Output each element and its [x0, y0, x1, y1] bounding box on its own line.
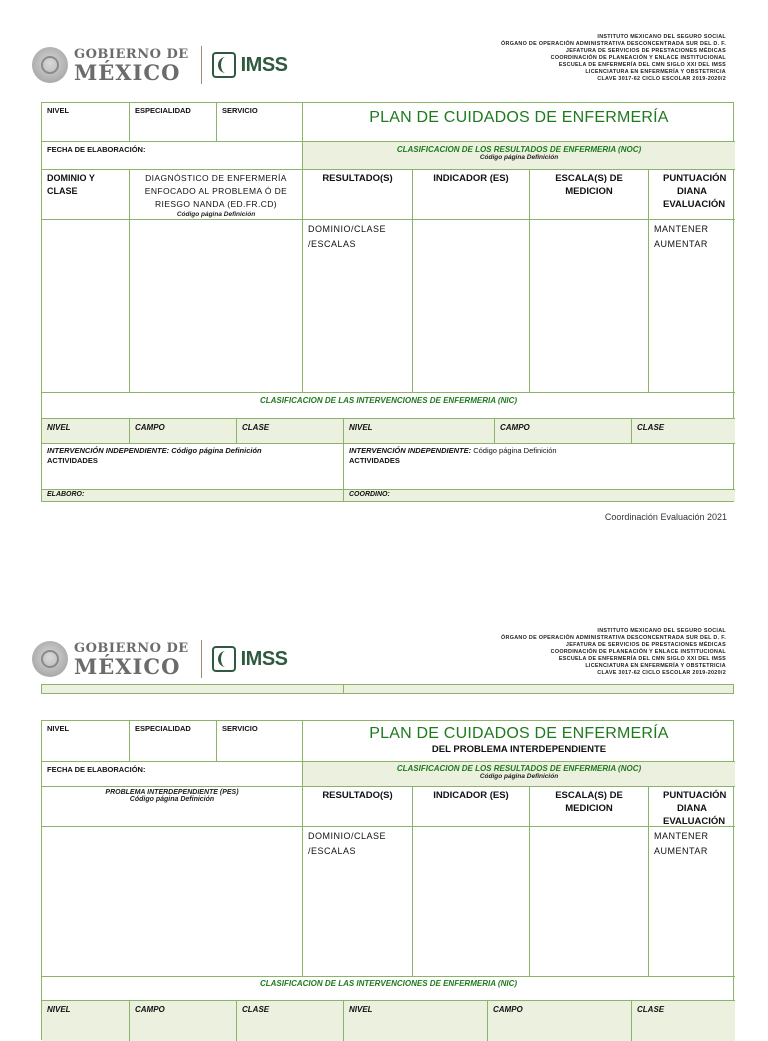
form-title: PLAN DE CUIDADOS DE ENFERMERÍA [302, 103, 735, 141]
puntuacion-header: PUNTUACIÓN DIANA EVALUACIÓN [648, 786, 735, 826]
coordino-field[interactable]: COORDINO: [343, 489, 735, 501]
gobierno-logo [74, 642, 189, 677]
header-strip [41, 684, 734, 694]
campo-a-label: CAMPO [129, 418, 236, 443]
institution-line: INSTITUTO MEXICANO DEL SEGURO SOCIAL [597, 628, 726, 634]
noc-header [302, 761, 735, 786]
campo-a-label: CAMPO [129, 1000, 236, 1041]
gobierno-logo [74, 48, 189, 83]
institution-line: ESCUELA DE ENFERMERÍA DEL CMN SIGLO XXI DEL IMSS [558, 62, 726, 68]
form-title-block [302, 721, 735, 761]
gobierno-line1: GOBIERNO DE [74, 640, 189, 656]
nivel-field[interactable]: NIVEL [47, 106, 70, 115]
noc-title: CLASIFICACION DE LOS RESULTADOS DE ENFERMERIA (NOC) [396, 764, 642, 773]
institution-line: CLAVE 3017-62 CICLO ESCOLAR 2019-2020/2 [597, 76, 726, 82]
elaboro-field[interactable]: ELABORO: [42, 489, 343, 501]
noc-title: CLASIFICACION DE LOS RESULTADOS DE ENFERMERIA (NOC) [396, 145, 642, 154]
institution-line: LICENCIATURA EN ENFERMERÍA Y OBSTETRICIA [585, 69, 726, 75]
institution-line: ÓRGANO DE OPERACIÓN ADMINISTRATIVA DESCONCENTRADA SUR DEL D. F. [501, 635, 726, 641]
intervencion-a-codigo: Código página Definición [171, 446, 262, 455]
clase-b-label: CLASE [631, 1000, 735, 1041]
dominio-clase-header [42, 169, 129, 219]
nivel-b-label: NIVEL [343, 418, 494, 443]
gobierno-line2: MÉXICO [74, 59, 181, 85]
diagnostico-codigo: Código página Definición [176, 211, 256, 218]
intervencion-a-label: INTERVENCIÓN INDEPENDIENTE: [47, 446, 170, 455]
fecha-elaboracion-field[interactable]: FECHA DE ELABORACIÓN: [42, 761, 302, 786]
dominio-clase-label: DOMINIO Y CLASE [47, 173, 95, 196]
indicador-header: INDICADOR (ES) [412, 169, 529, 219]
logo-divider [201, 46, 202, 84]
nivel-b-label: NIVEL [343, 1000, 487, 1041]
indicador-cell[interactable] [412, 219, 529, 392]
institution-line: CLAVE 3017-62 CICLO ESCOLAR 2019-2020/2 [597, 670, 726, 676]
institution-line: JEFATURA DE SERVICIOS DE PRESTACIONES MÉDICAS [565, 642, 726, 648]
resultado-header: RESULTADO(S) [302, 169, 412, 219]
puntuacion-cell[interactable] [648, 219, 735, 392]
problema-header [42, 786, 302, 826]
mexico-seal-icon [32, 47, 68, 83]
nivel-field[interactable]: NIVEL [47, 724, 70, 733]
institution-block [501, 34, 726, 83]
noc-codigo: Código página Definición [479, 154, 559, 161]
campo-b-label: CAMPO [487, 1000, 631, 1041]
actividades-b-label: ACTIVIDADES [349, 456, 400, 465]
care-plan-form-2 [41, 720, 734, 1040]
institution-line: INSTITUTO MEXICANO DEL SEGURO SOCIAL [597, 34, 726, 40]
gobierno-line1: GOBIERNO DE [74, 46, 189, 62]
institution-line: ÓRGANO DE OPERACIÓN ADMINISTRATIVA DESCONCENTRADA SUR DEL D. F. [501, 41, 726, 47]
puntuacion-header: PUNTUACIÓN DIANA EVALUACIÓN [648, 169, 735, 219]
form-title: PLAN DE CUIDADOS DE ENFERMERÍA [369, 725, 669, 742]
diagnostico-header [129, 169, 302, 219]
aumentar-text: AUMENTAR [654, 846, 708, 856]
clase-a-label: CLASE [236, 418, 343, 443]
intervencion-b-cell[interactable] [343, 443, 735, 489]
institution-line: COORDINACIÓN DE PLANEACIÓN Y ENLACE INSTITUCIONAL [550, 55, 726, 61]
nivel-a-label: NIVEL [42, 1000, 129, 1041]
intervencion-a-cell[interactable] [42, 443, 343, 489]
intervencion-b-label: INTERVENCIÓN INDEPENDIENTE: [349, 446, 472, 455]
header-strip-divider [343, 685, 344, 693]
problema-codigo: Código página Definición [129, 796, 215, 803]
escala-header: ESCALA(S) DE MEDICION [529, 169, 648, 219]
institution-line: LICENCIATURA EN ENFERMERÍA Y OBSTETRICIA [585, 663, 726, 669]
aumentar-text: AUMENTAR [654, 239, 708, 249]
indicador-header: INDICADOR (ES) [412, 786, 529, 826]
escalas-text: /ESCALAS [308, 239, 357, 249]
dominio-clase-text: DOMINIO/CLASE [308, 224, 387, 234]
dominio-clase-cell[interactable] [42, 219, 129, 392]
clase-b-label: CLASE [631, 418, 735, 443]
especialidad-field[interactable]: ESPECIALIDAD [129, 721, 216, 761]
nic-header: CLASIFICACION DE LAS INTERVENCIONES DE ENFERMERIA (NIC) [42, 976, 735, 1000]
mexico-seal-icon [32, 641, 68, 677]
escala-header: ESCALA(S) DE MEDICION [529, 786, 648, 826]
servicio-field[interactable]: SERVICIO [216, 103, 302, 141]
clase-a-label: CLASE [236, 1000, 343, 1041]
intervencion-b-codigo: Código página Definición [473, 446, 557, 455]
institution-line: JEFATURA DE SERVICIOS DE PRESTACIONES MÉDICAS [565, 48, 726, 54]
escala-cell[interactable] [529, 826, 648, 976]
problema-label: PROBLEMA INTERDEPENDIENTE (PES) [105, 789, 239, 796]
resultado-cell[interactable] [302, 826, 412, 976]
dominio-clase-text: DOMINIO/CLASE [308, 831, 387, 841]
campo-b-label: CAMPO [494, 418, 631, 443]
form-subtitle: DEL PROBLEMA INTERDEPENDIENTE [431, 744, 607, 755]
escala-cell[interactable] [529, 219, 648, 392]
servicio-field[interactable]: SERVICIO [216, 721, 302, 761]
noc-codigo: Código página Definición [479, 773, 559, 780]
puntuacion-cell[interactable] [648, 826, 735, 976]
imss-logo-text: IMSS [240, 647, 288, 670]
imss-logo-text: IMSS [240, 53, 288, 76]
diagnostico-cell[interactable] [129, 219, 302, 392]
diagnostico-label: DIAGNÓSTICO DE ENFERMERÍA ENFOCADO AL PROBLEMA Ó DE RIESGO NANDA (ED.FR.CD) [144, 173, 288, 209]
actividades-a-label: ACTIVIDADES [47, 456, 98, 465]
mantener-text: MANTENER [654, 831, 709, 841]
fecha-elaboracion-field[interactable]: FECHA DE ELABORACIÓN: [42, 141, 302, 169]
imss-logo-icon [212, 646, 236, 672]
header-logos [32, 46, 288, 84]
institution-block-2 [501, 628, 726, 677]
mantener-text: MANTENER [654, 224, 709, 234]
institution-line: COORDINACIÓN DE PLANEACIÓN Y ENLACE INSTITUCIONAL [550, 649, 726, 655]
logo-divider [201, 640, 202, 678]
institution-line: ESCUELA DE ENFERMERÍA DEL CMN SIGLO XXI DEL IMSS [558, 656, 726, 662]
page-footer: Coordinación Evaluación 2021 [604, 512, 727, 522]
resultado-cell[interactable] [302, 219, 412, 392]
care-plan-form [41, 102, 734, 502]
escalas-text: /ESCALAS [308, 846, 357, 856]
imss-logo-icon [212, 52, 236, 78]
header-logos-2 [32, 640, 288, 678]
noc-header [302, 141, 735, 169]
nic-header: CLASIFICACION DE LAS INTERVENCIONES DE ENFERMERIA (NIC) [42, 392, 735, 418]
gobierno-line2: MÉXICO [74, 653, 181, 679]
indicador-cell[interactable] [412, 826, 529, 976]
nivel-a-label: NIVEL [42, 418, 129, 443]
resultado-header: RESULTADO(S) [302, 786, 412, 826]
especialidad-field[interactable]: ESPECIALIDAD [129, 103, 216, 141]
problema-cell[interactable] [42, 826, 302, 976]
